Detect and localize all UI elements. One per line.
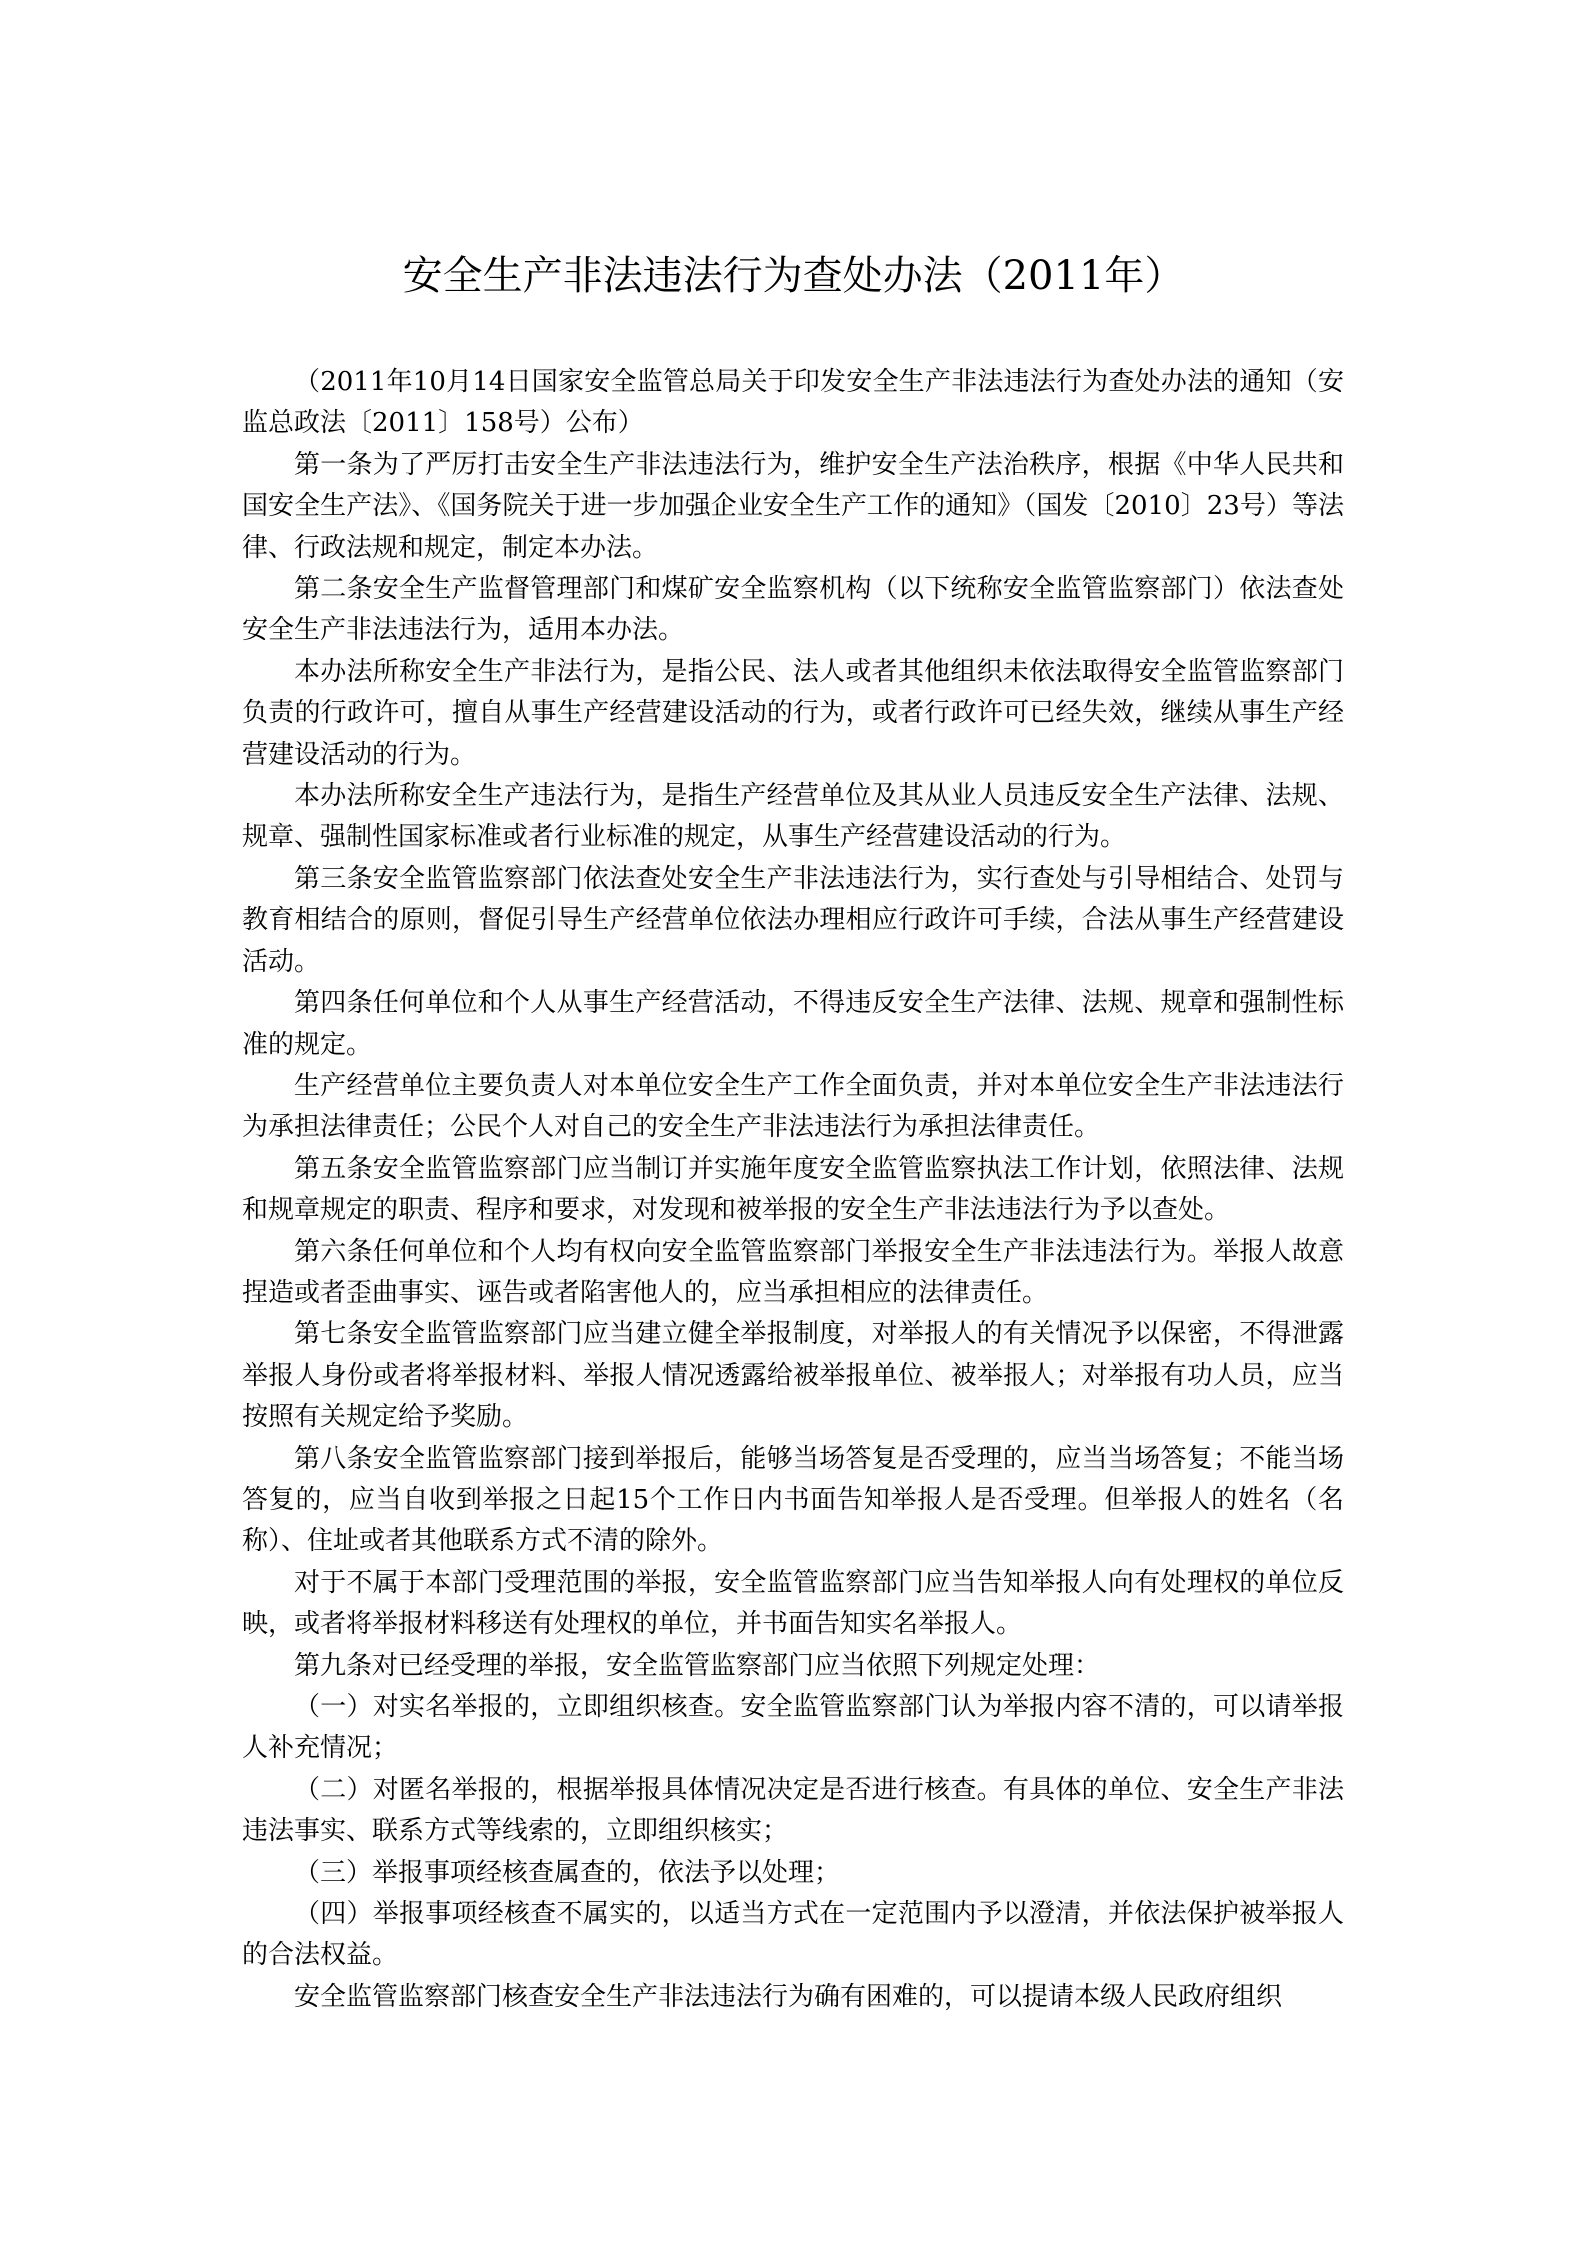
paragraph-article-2: 第二条安全生产监督管理部门和煤矿安全监察机构（以下统称安全监管监察部门）依法查处安全生产非法违法行为，适用本办法。 [242,574,1344,646]
document-body [242,362,1344,2018]
paragraph-responsibility: 生产经营单位主要负责人对本单位安全生产工作全面负责，并对本单位安全生产非法违法行为承担法律责任；公民个人对自己的安全生产非法违法行为承担法律责任。 [242,1070,1344,1143]
paragraph-article-4: 第四条任何单位和个人从事生产经营活动，不得违反安全生产法律、法规、规章和强制性标准的规定。 [242,988,1344,1060]
paragraph-article-3: 第三条安全监管监察部门依法查处安全生产非法违法行为，实行查处与引导相结合、处罚与教育相结合的原则，督促引导生产经营单位依法办理相应行政许可手续，合法从事生产经营建设活动。 [242,863,1344,977]
paragraph-difficulty: 安全监管监察部门核查安全生产非法违法行为确有困难的，可以提请本级人民政府组织 [294,1981,1283,2012]
paragraph-illegal-definition: 本办法所称安全生产非法行为，是指公民、法人或者其他组织未依法取得安全监管监察部门负责的行政许可，擅自从事生产经营建设活动的行为，或者行政许可已经失效，继续从事生产经营建设活动的行为。 [242,656,1344,770]
document-title: 安全生产非法违法行为查处办法（2011年） [402,253,1185,299]
paragraph-article-5: 第五条安全监管监察部门应当制订并实施年度安全监管监察执法工作计划，依照法律、法规和规章规定的职责、程序和要求，对发现和被举报的安全生产非法违法行为予以查处。 [242,1153,1344,1226]
paragraph-item-1: （一）对实名举报的，立即组织核查。安全监管监察部门认为举报内容不清的，可以请举报人补充情况； [242,1692,1344,1764]
paragraph-referral: 对于不属于本部门受理范围的举报，安全监管监察部门应当告知举报人向有处理权的单位反映，或者将举报材料移送有处理权的单位，并书面告知实名举报人。 [242,1567,1344,1640]
paragraph-violation-definition: 本办法所称安全生产违法行为，是指生产经营单位及其从业人员违反安全生产法律、法规、规章、强制性国家标准或者行业标准的规定，从事生产经营建设活动的行为。 [242,781,1344,853]
paragraph-article-8: 第八条安全监管监察部门接到举报后，能够当场答复是否受理的，应当当场答复；不能当场答复的，应当自收到举报之日起15个工作日内书面告知举报人是否受理。但举报人的姓名（名称）、住址或者其他联系方式不清的除外。 [242,1443,1344,1557]
paragraph-item-2: （二）对匿名举报的，根据举报具体情况决定是否进行核查。有具体的单位、安全生产非法违法事实、联系方式等线索的，立即组织核实； [242,1774,1344,1847]
paragraph-article-6: 第六条任何单位和个人均有权向安全监管监察部门举报安全生产非法违法行为。举报人故意捏造或者歪曲事实、诬告或者陷害他人的，应当承担相应的法律责任。 [242,1236,1344,1308]
paragraph-article-1: 第一条为了严厉打击安全生产非法违法行为，维护安全生产法治秩序，根据《中华人民共和国安全生产法》、《国务院关于进一步加强企业安全生产工作的通知》（国发〔2010〕23号）等法律、行政法规和规定，制定本办法。 [242,449,1344,563]
paragraph-article-7: 第七条安全监管监察部门应当建立健全举报制度，对举报人的有关情况予以保密，不得泄露举报人身份或者将举报材料、举报人情况透露给被举报单位、被举报人；对举报有功人员，应当按照有关规定给予奖励。 [242,1319,1344,1433]
paragraph-item-4: （四）举报事项经核查不属实的，以适当方式在一定范围内予以澄清，并依法保护被举报人的合法权益。 [242,1899,1344,1971]
paragraph-item-3: （三）举报事项经核查属查的，依法予以处理； [294,1857,841,1888]
paragraph-source-note: （2011年10月14日国家安全监管总局关于印发安全生产非法违法行为查处办法的通知（安监总政法〔2011〕158号）公布） [242,367,1344,439]
paragraph-article-9: 第九条对已经受理的举报，安全监管监察部门应当依照下列规定处理： [294,1650,1101,1681]
